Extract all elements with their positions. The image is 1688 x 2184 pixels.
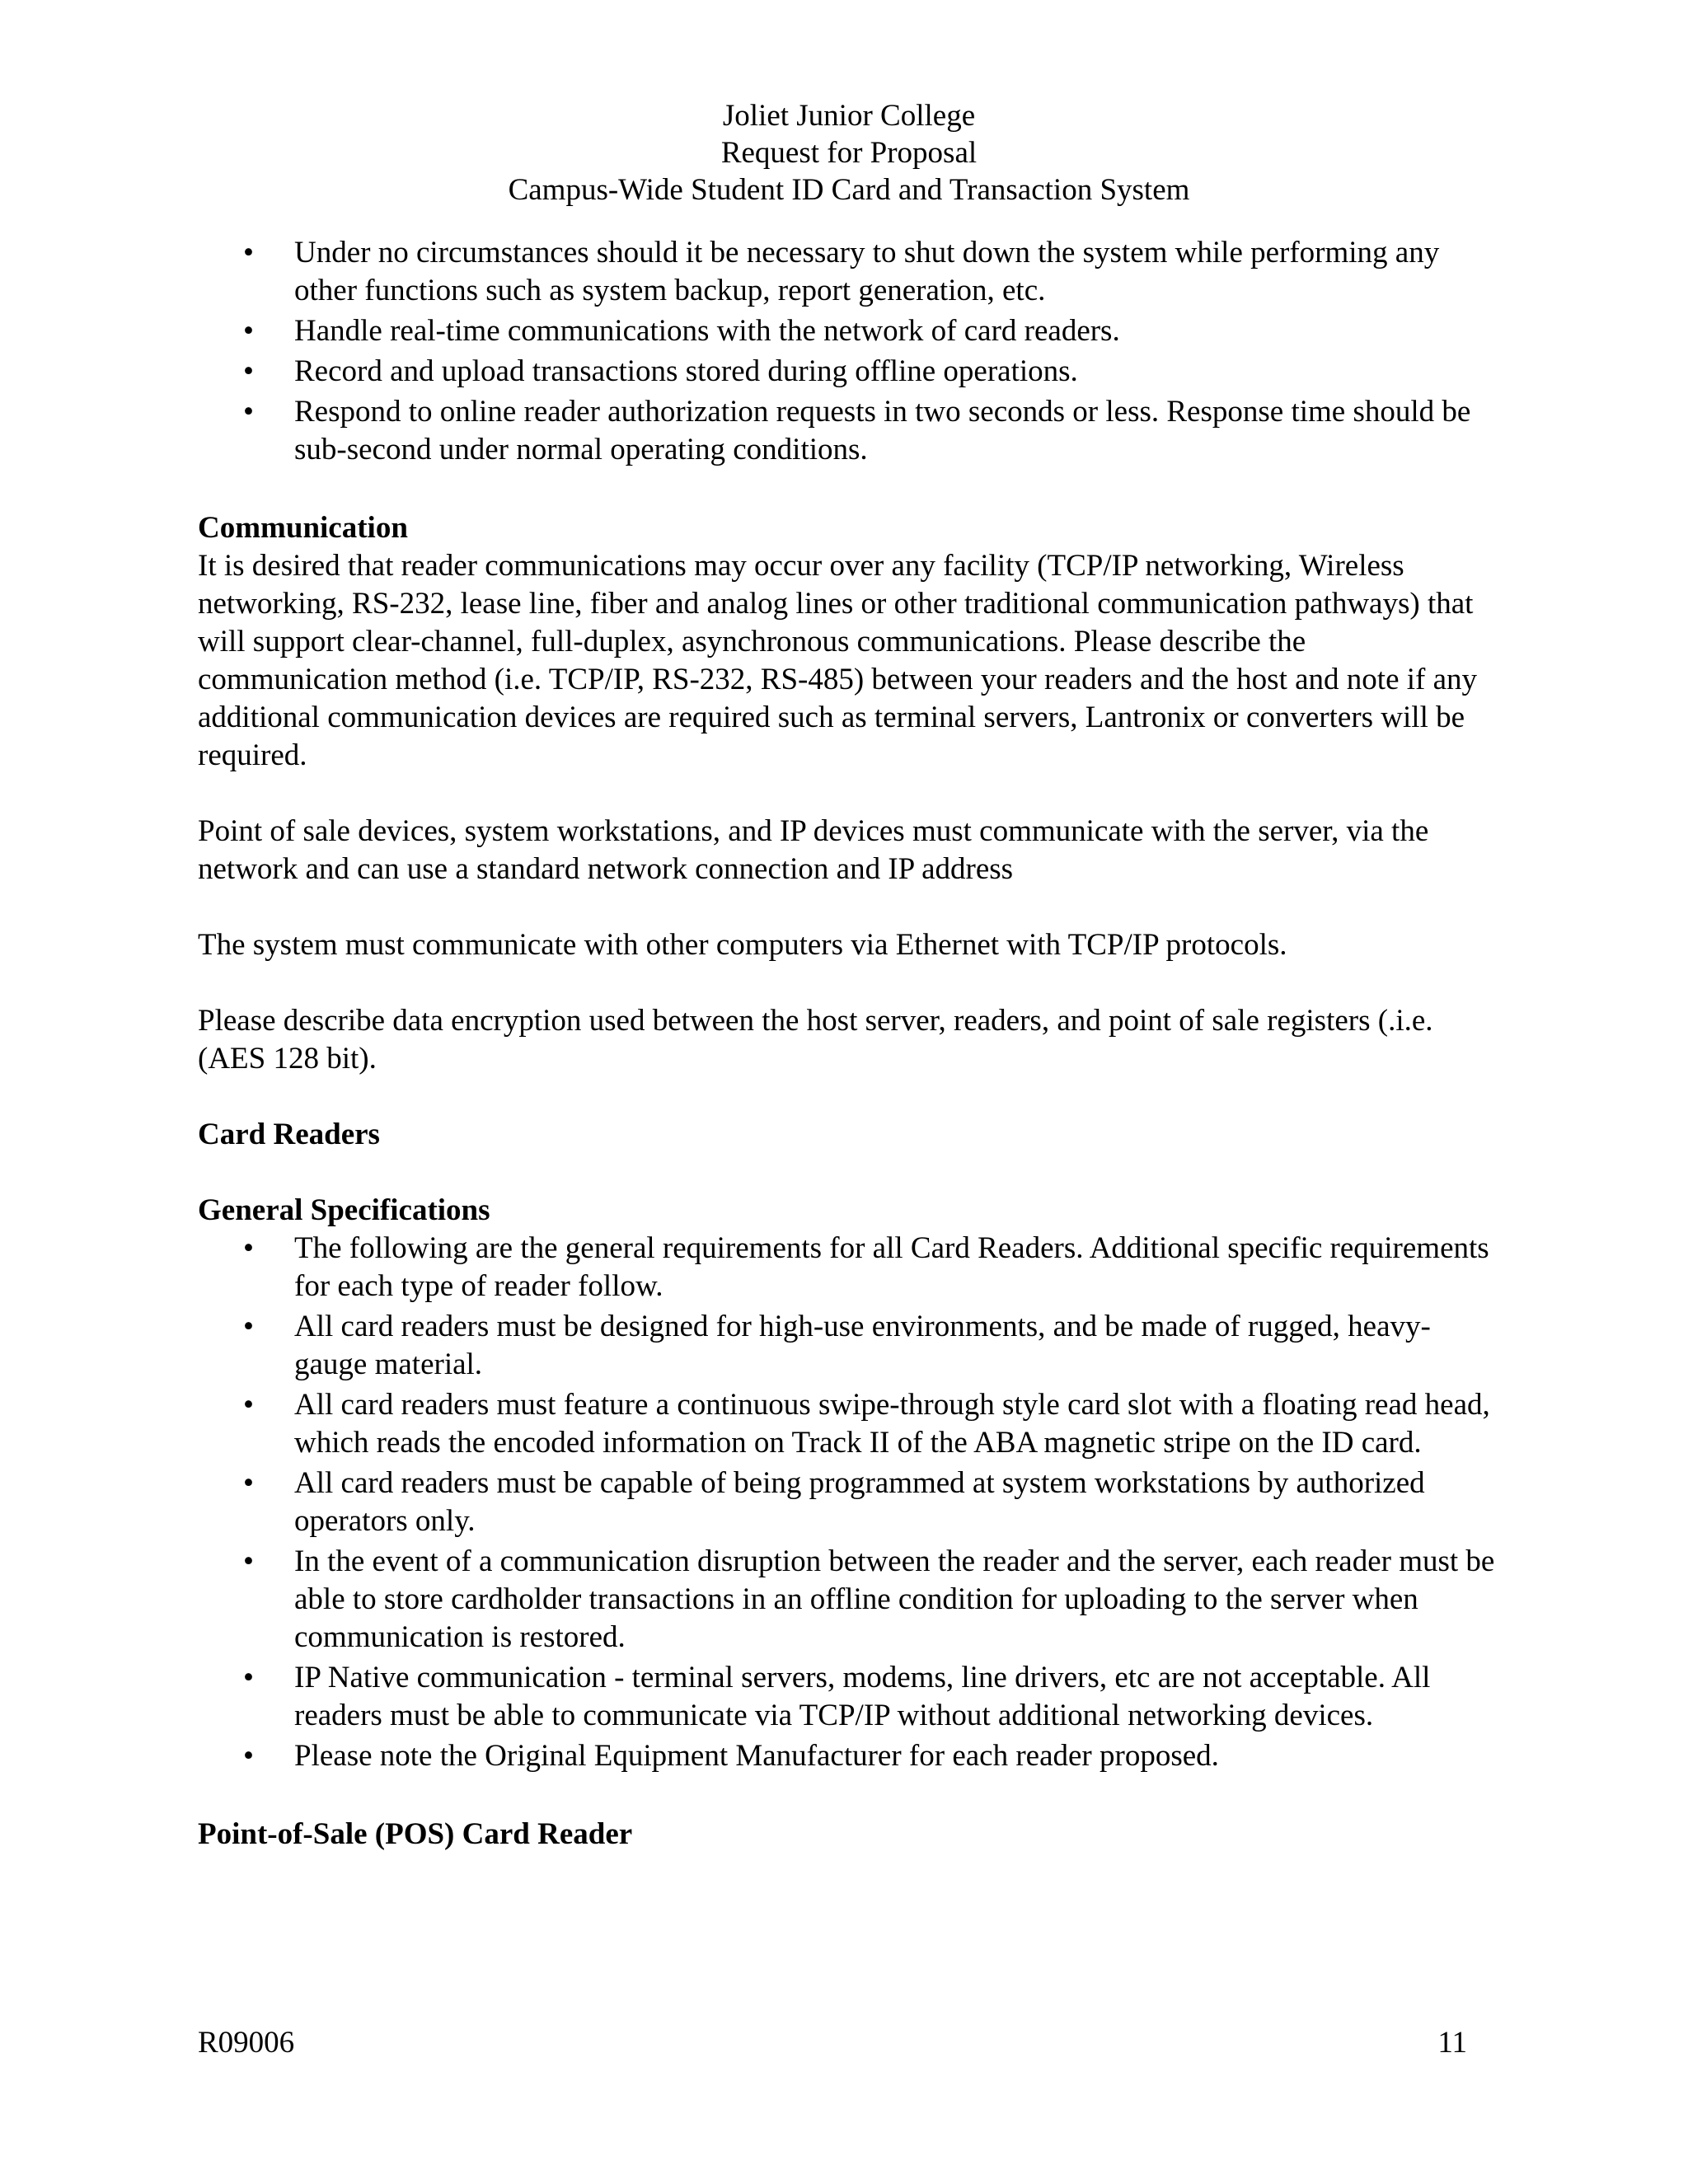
- list-item: • Record and upload transactions stored during offline operations.: [198, 353, 1500, 391]
- pos-card-reader-heading: Point-of-Sale (POS) Card Reader: [198, 1817, 633, 1851]
- list-item: • All card readers must be capable of being programmed at system workstations by authorized operators only.: [198, 1465, 1500, 1540]
- communication-paragraph-1: It is desired that reader communications may occur over any facility (TCP/IP networking, Wireless networking, RS-232, lease line, fiber and analog lines or other traditional communication pathways) that will support clear-channel, full-duplex, asynchronous communications. Please describe the communication method (i.e. TCP/IP, RS-232, RS-485) between your readers and the host and note if any additional communication devices are required such as terminal servers, Lantronix or converters will be required.: [198, 549, 1478, 772]
- list-item: • In the event of a communication disruption between the reader and the server, each reader must be able to store cardholder transactions in an offline condition for uploading to the server when communication is restored.: [198, 1543, 1500, 1657]
- header-project: Campus-Wide Student ID Card and Transaction System: [508, 173, 1190, 207]
- card-readers-bullet-list: [198, 1230, 1500, 1775]
- list-item: • Please note the Original Equipment Manufacturer for each reader proposed.: [198, 1737, 1500, 1775]
- list-item: • The following are the general requirements for all Card Readers. Additional specific requirements for each type of reader follow.: [198, 1230, 1500, 1305]
- list-item: • IP Native communication - terminal servers, modems, line drivers, etc are not acceptable. All readers must be able to communicate via TCP/IP without additional networking devices.: [198, 1659, 1500, 1735]
- page-number: 11: [1437, 2026, 1467, 2060]
- list-item: • All card readers must feature a continuous swipe-through style card slot with a floating read head, which reads the encoded information on Track II of the ABA magnetic stripe on the ID card.: [198, 1386, 1500, 1462]
- header-institution: Joliet Junior College: [722, 99, 976, 133]
- communication-heading: Communication: [198, 511, 408, 545]
- document-number: R09006: [198, 2026, 295, 2060]
- list-item: • Handle real-time communications with the network of card readers.: [198, 312, 1500, 350]
- list-item: • Respond to online reader authorization requests in two seconds or less. Response time should be sub-second under normal operating conditions.: [198, 393, 1500, 469]
- document-header: [198, 97, 1500, 209]
- list-item: • All card readers must be designed for high-use environments, and be made of rugged, heavy-gauge material.: [198, 1308, 1500, 1384]
- communication-paragraph-3: The system must communicate with other computers via Ethernet with TCP/IP protocols.: [198, 928, 1287, 962]
- page-footer: [198, 2024, 1467, 2062]
- header-doc-type: Request for Proposal: [720, 136, 978, 170]
- document-page: [198, 97, 1500, 1854]
- communication-paragraph-4: Please describe data encryption used between the host server, readers, and point of sale registers (.i.e. (AES 128 bit).: [198, 1004, 1433, 1076]
- communication-paragraph-2: Point of sale devices, system workstations, and IP devices must communicate with the server, via the network and can use a standard network connection and IP address: [198, 814, 1429, 886]
- intro-bullet-list: [198, 234, 1500, 469]
- list-item: • Under no circumstances should it be necessary to shut down the system while performing any other functions such as system backup, report generation, etc.: [198, 234, 1500, 310]
- card-readers-heading: Card Readers: [198, 1118, 380, 1151]
- general-specifications-heading: General Specifications: [198, 1193, 490, 1227]
